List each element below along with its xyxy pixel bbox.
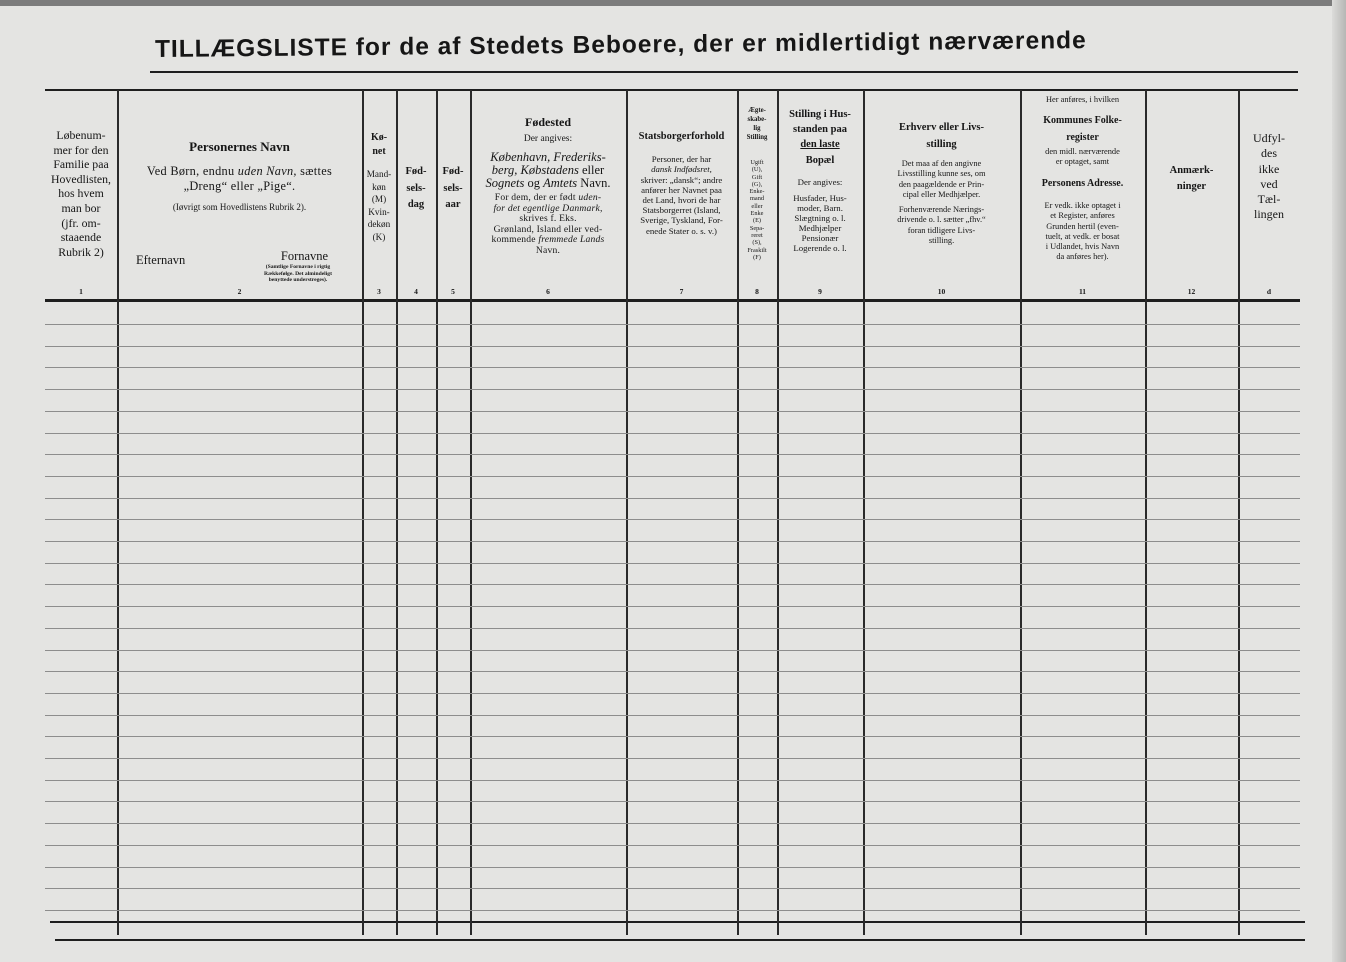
- column-7-header: [626, 0, 737, 300]
- row-rule: [45, 519, 1300, 520]
- row-rule: [45, 910, 1300, 911]
- column-6-line: skrives f. Eks.: [519, 213, 577, 224]
- column-2-number: 2: [237, 287, 242, 296]
- column-1-label: Løbenum- mer for den Familie paa Hovedlisten, hos hvem man bor (jfr. om- staaende Rubrik 2): [51, 128, 111, 259]
- column-6-line: for det egentlige Danmark,: [493, 202, 603, 214]
- row-rule: [45, 346, 1300, 347]
- column-d-number: d: [1266, 287, 1272, 296]
- column-6-line: [470, 192, 626, 203]
- column-7-line: dansk Indfødsret,: [651, 164, 712, 174]
- column-7-text: skriver: „dansk“; andre anfører her Navnet paa det Land, hvori de har Statsborgerret (Island, Sverige, Tyskland, For- enede Stater o. s. v.): [640, 174, 723, 236]
- column-5-header: [436, 0, 470, 300]
- column-8-number: 8: [755, 287, 759, 296]
- row-rule: [45, 650, 1300, 651]
- column-7-line: Personer, der har: [651, 154, 712, 164]
- line-emphasis: uden-: [578, 192, 602, 203]
- column-10-text: Forhenværende Nærings- drivende o. l. sætter „fhv.“ foran tidligere Livs- stilling.: [897, 205, 986, 245]
- column-11-heading: Personens Adresse.: [1041, 178, 1124, 189]
- column-10-heading: Erhverv eller Livs- stilling: [899, 122, 984, 150]
- given-names-label: Fornavne: [280, 249, 329, 263]
- line-emphasis: berg, Købstadens: [491, 163, 579, 177]
- column-4-header: [396, 0, 436, 300]
- row-rule: [45, 454, 1300, 455]
- row-rule: [45, 324, 1300, 325]
- column-9-intro: Der angives:: [797, 177, 843, 187]
- line-text: For dem, der er født: [494, 192, 579, 203]
- column-9-heading-line: Stilling i Hus-: [789, 109, 851, 120]
- column-11-intro: Her anføres, i hvilken: [1045, 95, 1120, 104]
- column-2-instruction-line-2: „Dreng“ eller „Pige“.: [183, 179, 296, 193]
- row-rule: [45, 498, 1300, 499]
- row-rule: [45, 671, 1300, 672]
- row-rule: [45, 433, 1300, 434]
- instruction-text: Ved Børn, endnu: [146, 164, 238, 178]
- column-9-number: 9: [818, 287, 822, 296]
- column-6-line: Grønland, Island eller ved-: [493, 223, 603, 235]
- row-rule: [45, 628, 1300, 629]
- column-3-options: Mand- køn (M) Kvin- dekøn (K): [366, 169, 392, 242]
- column-4-heading: Fød- sels- dag: [405, 166, 427, 210]
- column-1-header: [45, 0, 117, 300]
- column-d-header: [1238, 0, 1300, 300]
- column-5-heading: Fød- sels- aar: [442, 166, 464, 210]
- line-emphasis: fremmede Lands: [538, 234, 605, 245]
- column-6-line: København, Frederiks-: [490, 150, 606, 164]
- form-bottom-rule: [50, 921, 1305, 923]
- column-9-text: Husfader, Hus- moder, Barn. Slægtning o. l. Medhjælper Pensionær Logerende o. l.: [793, 193, 847, 253]
- column-11-text: den midl. nærværende er optaget, samt: [1045, 147, 1120, 166]
- column-10-header: [863, 0, 1020, 300]
- column-3-header: [362, 0, 396, 300]
- row-rule: [45, 563, 1300, 564]
- line-text: og: [524, 176, 544, 190]
- row-rule: [45, 845, 1300, 846]
- surname-label: Efternavn: [136, 253, 186, 267]
- column-2-instruction-line: [117, 164, 362, 179]
- row-rule: [45, 801, 1300, 802]
- instruction-text: sættes: [296, 164, 333, 178]
- column-9-header: [777, 0, 863, 300]
- column-12-heading: Anmærk- ninger: [1169, 165, 1214, 192]
- column-9-heading-line: Bopæl: [805, 155, 835, 166]
- column-6-line: Navn.: [535, 244, 561, 256]
- column-6-line: [470, 234, 626, 245]
- row-rule: [45, 693, 1300, 694]
- column-9-heading-line: den laste: [800, 139, 840, 150]
- column-11-heading: Kommunes Folke- register: [1043, 115, 1122, 143]
- column-11-text: Er vedk. ikke optaget i et Register, anføres Grunden hertil (even- tuelt, at vedk. er bosat i Udlandet, hvis Navn da anføres her).: [1044, 201, 1121, 262]
- column-2-heading: Personernes Navn: [189, 139, 290, 154]
- row-rule: [45, 758, 1300, 759]
- column-4-number: 4: [414, 287, 418, 296]
- column-8-header: [737, 0, 777, 300]
- column-12-number: 12: [1187, 287, 1196, 296]
- column-7-number: 7: [679, 287, 684, 296]
- column-8-options: Ugift (U), Gift (G), Enke- mand eller Enke (E) Sepa- reret (S), Fraskilt (F): [747, 159, 767, 261]
- column-11-header: [1020, 0, 1145, 300]
- column-8-heading: Ægte- skabe- lig Stilling: [746, 107, 768, 141]
- row-rule: [45, 736, 1300, 737]
- form-title: TILLÆGSLISTE for de af Stedets Beboere, der er midlertidigt nærværende: [154, 27, 1087, 63]
- column-10-text: Det maa af den angivne Livsstilling kunne ses, om den paagældende er Prin- cipal eller Medhjælper.: [897, 159, 986, 199]
- column-6-number: 6: [546, 287, 550, 296]
- column-7-heading: Statsborgerforhold: [638, 131, 725, 142]
- line-text: Navn.: [577, 176, 611, 190]
- column-6-heading: Fødested: [525, 115, 571, 129]
- row-rule: [45, 715, 1300, 716]
- column-6-line: [470, 176, 626, 191]
- row-rule: [45, 867, 1300, 868]
- column-2-note: (Iøvrigt som Hovedlistens Rubrik 2).: [172, 202, 307, 212]
- row-rule: [45, 411, 1300, 412]
- column-12-header: [1145, 0, 1238, 300]
- column-5-number: 5: [451, 287, 455, 296]
- row-rule: [45, 541, 1300, 542]
- scan-edge-right: [1332, 0, 1346, 962]
- row-rule: [45, 780, 1300, 781]
- line-emphasis: Amtets: [543, 176, 578, 190]
- column-11-number: 11: [1078, 287, 1087, 296]
- line-text: kommende: [491, 234, 539, 245]
- row-rule: [45, 367, 1300, 368]
- column-2-header: [117, 0, 362, 300]
- column-1-number: 1: [79, 287, 83, 296]
- row-rule: [45, 606, 1300, 607]
- column-9-heading-line: standen paa: [793, 124, 847, 135]
- page-bottom-rule: [55, 939, 1305, 941]
- row-rule: [45, 584, 1300, 585]
- column-10-number: 10: [937, 287, 946, 296]
- row-rule: [45, 823, 1300, 824]
- instruction-emphasis: uden Navn,: [237, 164, 297, 178]
- column-3-heading: Kø- net: [370, 132, 388, 157]
- column-d-label: Udfyl- des ikke ved Tæl- lingen: [1253, 131, 1285, 222]
- column-6-header: [470, 0, 626, 300]
- column-3-number: 3: [377, 287, 381, 296]
- row-rule: [45, 389, 1300, 390]
- line-emphasis: Sognets: [485, 176, 525, 190]
- line-text: eller: [578, 163, 605, 177]
- given-names-note: (Samtlige Fornavne i rigtig Rækkefølge. Det almindeligt benyttede understreges).: [264, 264, 332, 284]
- row-rule: [45, 888, 1300, 889]
- column-6-intro: Der angives:: [523, 134, 573, 144]
- row-rule: [45, 476, 1300, 477]
